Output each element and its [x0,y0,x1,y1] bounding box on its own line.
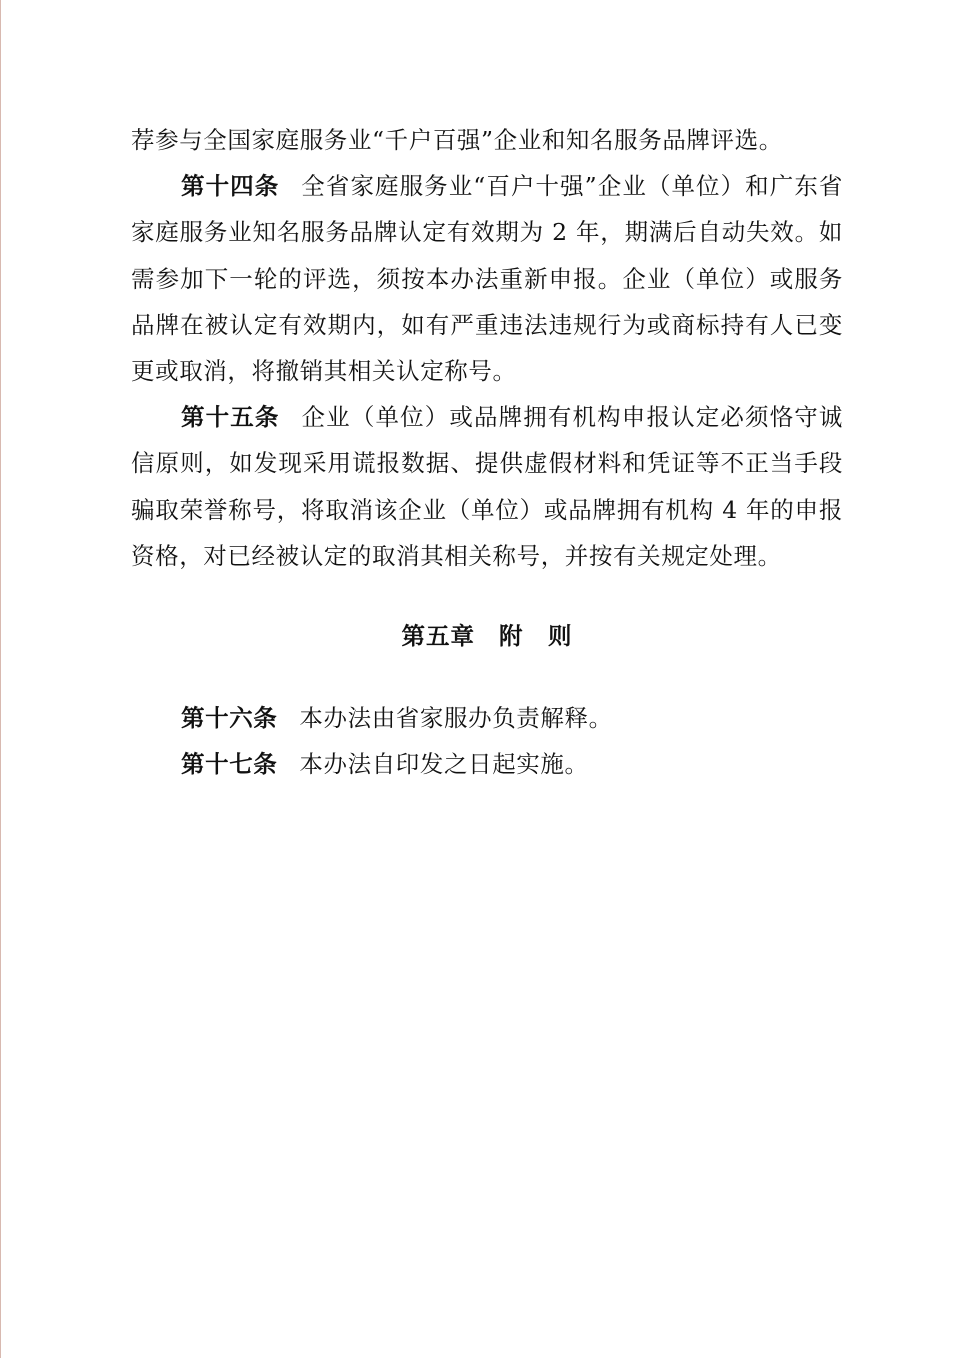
chapter-title: 附 则 [499,622,573,651]
article-14 [131,163,843,394]
article-17-label: 第十七条 [181,750,278,779]
chapter-heading [131,613,843,659]
article-14-label: 第十四条 [181,172,280,201]
article-16 [131,695,843,741]
article-15 [131,394,843,579]
chapter-number: 第五章 [401,622,475,651]
article-14-text: 全省家庭服务业“百户十强”企业（单位）和广东省家庭服务业知名服务品牌认定有效期为 2 年，期满后自动失效。如需参加下一轮的评选，须按本办法重新申报。企业（单位）或服务品牌在被认定有效期内，如有严重违法违规行为或商标持有人已变更或取消，将撤销其相关认定称号。 [131,172,844,386]
article-15-text: 企业（单位）或品牌拥有机构申报认定必须恪守诚信原则，如发现采用谎报数据、提供虚假材料和凭证等不正当手段骗取荣誉称号，将取消该企业（单位）或品牌拥有机构 4 年的申报资格，对已经被认定的取消其相关称号，并按有关规定处理。 [131,403,843,570]
document-page [131,117,843,787]
article-16-label: 第十六条 [181,704,278,733]
article-16-text: 本办法由省家服办负责解释。 [299,704,613,733]
article-17-text: 本办法自印发之日起实施。 [299,750,589,779]
article-15-label: 第十五条 [181,403,280,432]
paragraph-text: 荐参与全国家庭服务业“千户百强”企业和知名服务品牌评选。 [131,126,783,154]
page-edge-line [0,0,1,1358]
paragraph-continuation [131,117,843,163]
article-17 [131,741,843,787]
